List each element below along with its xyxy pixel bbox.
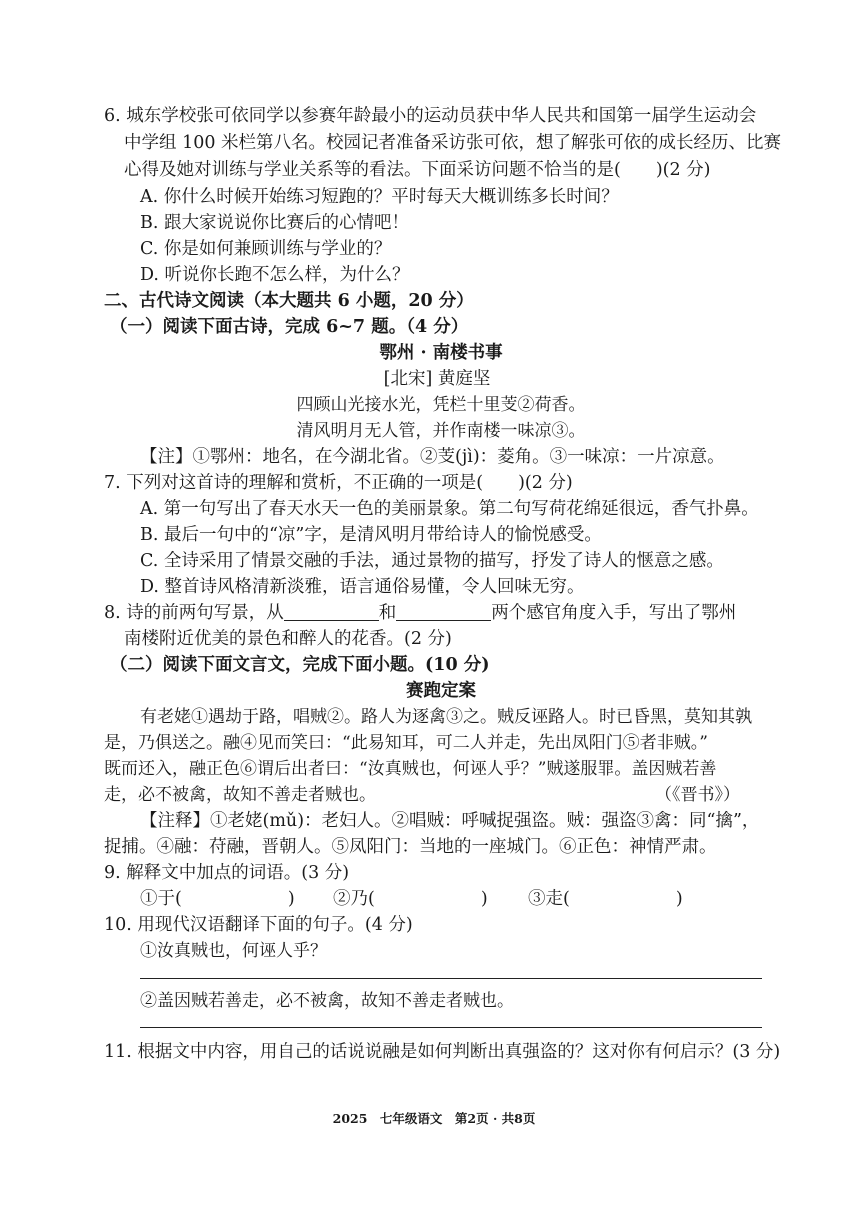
prose-line-3: 既而还入，融正色⑥谓后出者曰：“汝真贼也，何诬人乎？”贼遂服罪。盖因贼若善 <box>104 759 717 779</box>
q6-option-d: D. 听说你长跑不怎么样，为什么？ <box>140 265 410 285</box>
q10-sentence-1: ①汝真贼也，何诬人乎？ <box>140 941 327 961</box>
q10-stem: 10. 用现代汉语翻译下面的句子。(4 分) <box>104 915 413 935</box>
q8-text-2: 和 <box>378 603 397 623</box>
q8-line-1 <box>104 601 736 625</box>
poem-author: [北宋] 黄庭坚 <box>383 369 491 389</box>
q9-item-3-close: ) <box>675 889 683 909</box>
q9-item-2[interactable] <box>333 887 488 911</box>
q9-item-1-close: ) <box>287 889 295 909</box>
q7-option-c: C. 全诗采用了情景交融的手法，通过景物的描写，抒发了诗人的惬意之感。 <box>140 551 724 571</box>
q9-item-2-close: ) <box>480 889 488 909</box>
q7-option-d: D. 整首诗风格清新淡雅，语言通俗易懂，令人回味无穷。 <box>140 577 585 597</box>
section-heading: 二、古代诗文阅读（本大题共 6 小题，20 分） <box>104 291 474 311</box>
prose-source: （《晋书》） <box>655 785 740 805</box>
prose-note-2: 捉捕。④融：苻融，晋朝人。⑤凤阳门：当地的一座城门。⑥正色：神情严肃。 <box>104 837 717 857</box>
q6-line-2: 中学组 100 米栏第八名。校园记者准备采访张可依，想了解张可依的成长经历、比赛 <box>124 133 782 153</box>
poem-line-1: 四顾山光接水光，凭栏十里芰②荷香。 <box>296 395 586 415</box>
part1-heading: （一）阅读下面古诗，完成 6~7 题。（4 分） <box>110 317 469 337</box>
prose-title: 赛跑定案 <box>406 681 476 701</box>
q6-option-b: B. 跟大家说说你比赛后的心情吧！ <box>140 213 409 233</box>
q6-line-1: 6. 城东学校张可依同学以参赛年龄最小的运动员获中华人民共和国第一届学生运动会 <box>104 106 757 126</box>
q11-stem: 11. 根据文中内容，用自己的话说说融是如何判断出真强盗的？这对你有何启示？(3 分) <box>104 1042 781 1062</box>
prose-line-2: 是，乃俱送之。融④见而笑曰：“此易知耳，可二人并走，先出凤阳门⑤者非贼。” <box>104 733 708 753</box>
q9-stem: 9. 解释文中加点的词语。(3 分) <box>104 863 350 883</box>
q7-stem: 7. 下列对这首诗的理解和赏析，不正确的一项是( )(2 分) <box>104 473 573 493</box>
q10-sentence-2: ②盖因贼若善走，必不被禽，故知不善走者贼也。 <box>140 991 514 1011</box>
prose-line-4: 走，必不被禽，故知不善走者贼也。 <box>104 785 376 805</box>
poem-line-2: 清风明月无人管，并作南楼一味凉③。 <box>296 421 586 441</box>
q6-option-a: A. 你什么时候开始练习短跑的？平时每天大概训练多长时间？ <box>140 187 619 207</box>
q7-option-a: A. 第一句写出了春天水天一色的美丽景象。第二句写荷花绵延很远，香气扑鼻。 <box>140 499 759 519</box>
q6-line-3: 心得及她对训练与学业关系等的看法。下面采访问题不恰当的是( )(2 分) <box>124 160 711 180</box>
q8-text-3: 两个感官角度入手，写出了鄂州 <box>491 603 737 623</box>
q8-blank-1[interactable] <box>284 602 379 621</box>
q6-option-c: C. 你是如何兼顾训练与学业的？ <box>140 239 392 259</box>
prose-note-1: 【注释】①老姥(mǔ)：老妇人。②唱贼：呼喊捉强盗。贼：强盗③禽：同“擒”， <box>140 811 760 831</box>
q8-text-1: 8. 诗的前两句写景，从 <box>104 603 284 623</box>
q10-answer-line-2[interactable] <box>140 1027 762 1028</box>
q9-item-3[interactable] <box>528 887 683 911</box>
part2-heading: （二）阅读下面文言文，完成下面小题。(10 分) <box>110 655 490 675</box>
q7-option-b: B. 最后一句中的“凉”字，是清风明月带给诗人的愉悦感受。 <box>140 525 602 545</box>
q8-line-2: 南楼附近优美的景色和醉人的花香。(2 分) <box>124 629 452 649</box>
poem-note: 【注】①鄂州：地名，在今湖北省。②芰(jì)：菱角。③一味凉：一片凉意。 <box>140 447 725 467</box>
q10-answer-line-1[interactable] <box>140 978 762 979</box>
q9-item-2-label: ②乃( <box>333 889 375 909</box>
q8-blank-2[interactable] <box>396 602 491 621</box>
prose-line-1: 有老姥①遇劫于路，唱贼②。路人为逐禽③之。贼反诬路人。时已昏黑，莫知其孰 <box>140 707 752 727</box>
q9-item-1[interactable] <box>140 887 295 911</box>
page-footer: 2025 七年级语文 第2页 · 共8页 <box>332 1111 536 1126</box>
poem-title: 鄂州 · 南楼书事 <box>379 343 503 363</box>
q9-item-3-label: ③走( <box>528 889 570 909</box>
q9-item-1-label: ①于( <box>140 889 182 909</box>
